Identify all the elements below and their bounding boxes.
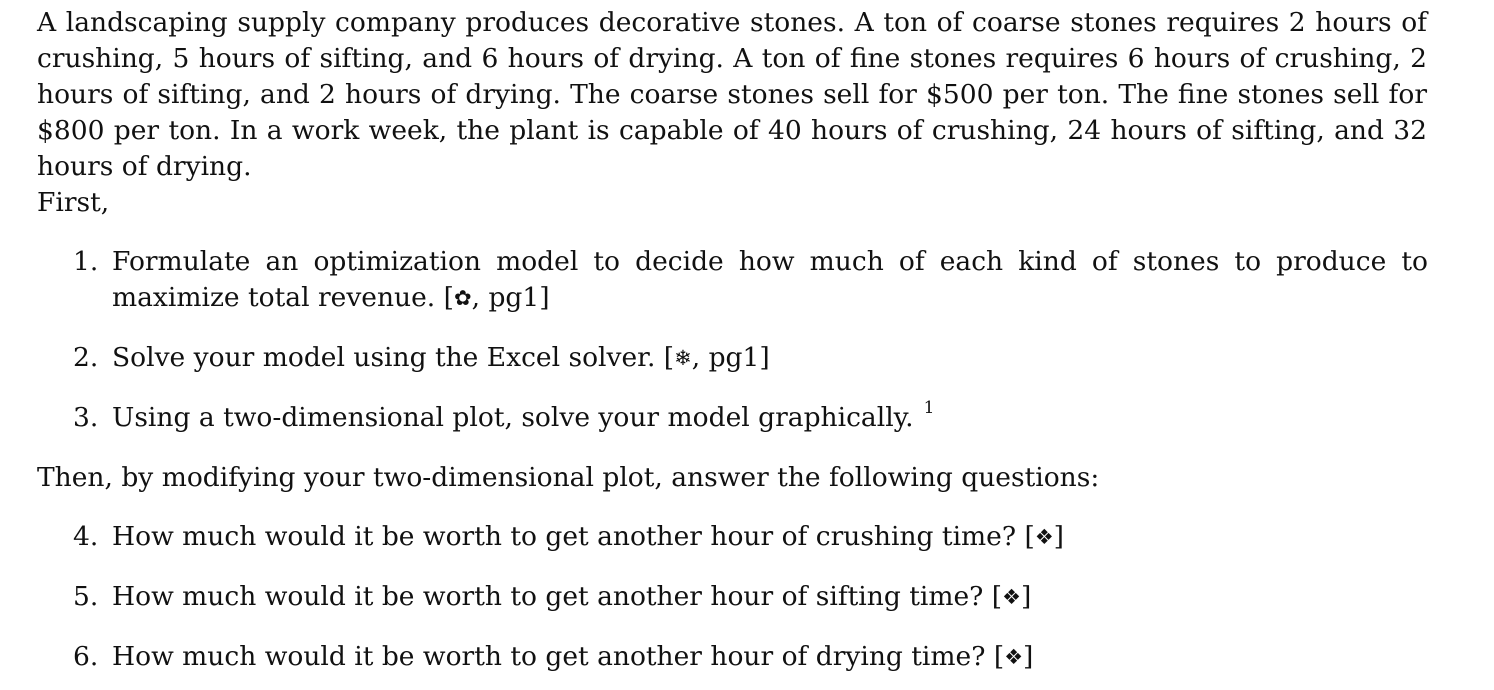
item-text: Solve your model using the Excel solver. [❄, pg1] — [112, 342, 770, 373]
snowflake-icon: ❄ — [674, 346, 692, 370]
diamond-icon: ❖ — [1002, 585, 1021, 609]
then-label: Then, by modifying your two-dimensional plot, answer the following questions: — [37, 462, 1100, 493]
item-number: 4. — [73, 521, 99, 552]
list-item-2 — [73, 340, 1428, 377]
item-text: How much would it be worth to get another hour of sifting time? [❖] — [112, 581, 1032, 612]
item-number: 1. — [73, 246, 99, 277]
problem-statement: A landscaping supply company produces decorative stones. A ton of coarse stones requires 2 hours of crushing, 5 hours of sifting, and 6 hours of drying. A ton of fine stones requires 6 hours of crushing, 2 hours of sifting, and 2 hours of drying. The coarse stones sell for $500 per ton. The fine stones sell for $800 per ton. In a work week, the plant is capable of 40 hours of crushing, 24 hours of sifting, and 32 hours of drying. — [37, 7, 1427, 182]
item-number: 2. — [73, 342, 99, 373]
diamond-icon: ❖ — [1004, 645, 1024, 669]
list-item-4 — [73, 519, 1428, 556]
list-item-5 — [73, 579, 1428, 616]
item-text: How much would it be worth to get another hour of crushing time? [❖] — [112, 521, 1065, 552]
item-text: Using a two-dimensional plot, solve your model graphically. $^1$ — [112, 398, 935, 433]
list-item-6 — [73, 639, 1428, 676]
list-item-1 — [73, 244, 1428, 317]
list-item-3 — [73, 400, 1428, 439]
item-number: 6. — [73, 641, 99, 672]
first-label: First, — [37, 187, 110, 218]
item-text: Formulate an optimization model to decide how much of each kind of stones to produce to maximize total revenue. [✿, pg1] — [112, 246, 1428, 313]
item-number: 3. — [73, 402, 99, 433]
flower-icon: ✿ — [453, 286, 472, 310]
item-number: 5. — [73, 581, 99, 612]
item-text: How much would it be worth to get another hour of drying time? [❖] — [112, 641, 1034, 672]
footnote-marker[interactable]: 1 — [923, 398, 935, 418]
diamond-icon: ❖ — [1034, 525, 1054, 549]
